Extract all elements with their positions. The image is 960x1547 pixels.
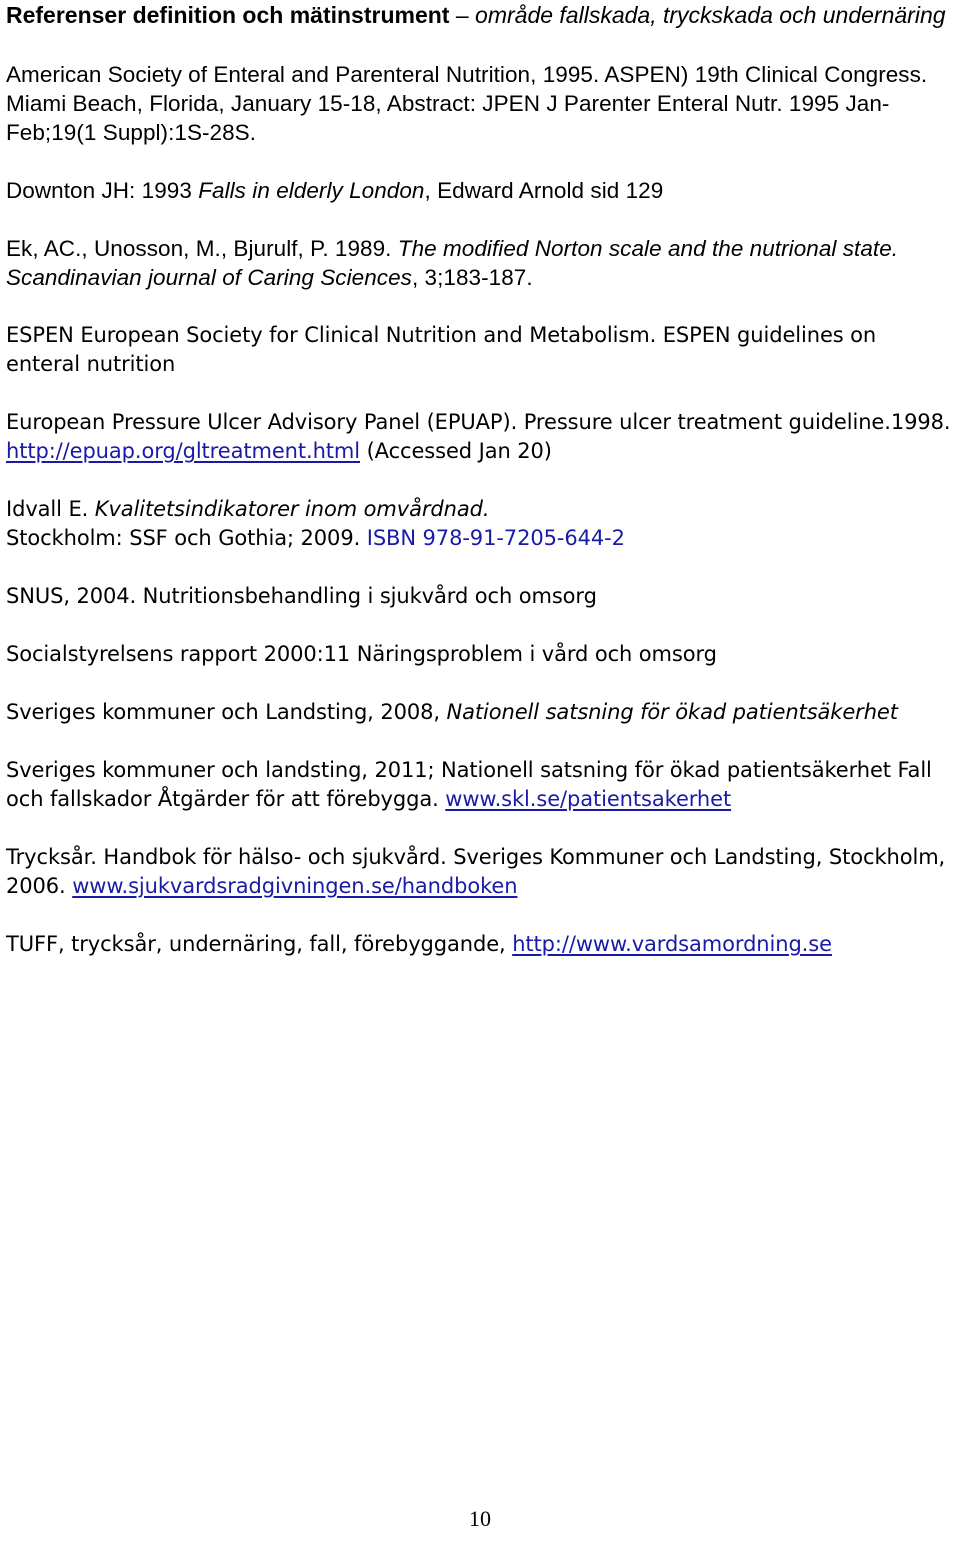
ref-snus: SNUS, 2004. Nutritionsbehandling i sjukvård och omsorg [6, 584, 597, 608]
ref-idvall-title: Kvalitetsindikatorer inom omvårdnad. [94, 497, 490, 521]
ref-socialstyrelsen: Socialstyrelsens rapport 2000:11 Näringsproblem i vård och omsorg [6, 642, 717, 666]
ref-downton [6, 176, 956, 205]
ref-downton-text: Downton JH: 1993 [6, 178, 199, 203]
ref-aspen: American Society of Enteral and Parenteral Nutrition, 1995. ASPEN) 19th Clinical Congress. Miami Beach, Florida, January 15-18, Abstract: JPEN J Parenter Enteral Nutr. 1995 Jan-Feb;19(1 Suppl):1S-28S. [6, 62, 928, 145]
ref-epuap [6, 408, 956, 466]
ref-skl-2008 [6, 698, 956, 727]
heading-bold: Referenser definition och mätinstrument [6, 2, 450, 28]
heading-italic: område fallskada, tryckskada och undernäring [475, 2, 946, 28]
ref-trycksar-link[interactable]: www.sjukvardsradgivningen.se/handboken [72, 874, 518, 898]
ref-trycksar-text: Trycksår. Handbok för hälso- och sjukvård. Sveriges Kommuner och Landsting, Stockholm, 2006. [6, 845, 946, 898]
ref-idvall-isbn: ISBN 978-91-7205-644-2 [366, 526, 625, 550]
ref-epuap-accessed: (Accessed Jan 20) [360, 439, 552, 463]
ref-idvall-author: Idvall E. [6, 497, 95, 521]
ref-downton-publisher: , Edward Arnold sid 129 [424, 178, 664, 203]
ref-skl-2011-link[interactable]: www.skl.se/patientsakerhet [445, 787, 732, 811]
section-heading [6, 1, 956, 30]
ref-skl-2008-title: Nationell satsning för ökad patientsäkerhet [446, 700, 898, 724]
ref-tuff [6, 930, 956, 959]
ref-ek-pages: , 3;183-187. [411, 265, 533, 290]
ref-idvall [6, 495, 956, 553]
document-page [6, 0, 956, 959]
ref-tuff-text: TUFF, trycksår, undernäring, fall, förebyggande, [6, 932, 513, 956]
ref-skl-2008-text: Sveriges kommuner och Landsting, 2008, [6, 700, 447, 724]
ref-espen: ESPEN European Society for Clinical Nutrition and Metabolism. ESPEN guidelines on enteral nutrition [6, 323, 877, 376]
ref-downton-title: Falls in elderly London [198, 178, 425, 203]
ref-tuff-link[interactable]: http://www.vardsamordning.se [512, 932, 832, 956]
ref-epuap-link[interactable]: http://epuap.org/gltreatment.html [6, 439, 361, 463]
ref-skl-2011-text: Sveriges kommuner och landsting, 2011; Nationell satsning för ökad patientsäkerhet Fall och fallskador Åtgärder för att förebygga. [6, 758, 932, 811]
ref-ek-title: The modified Norton scale and the nutrional state. Scandinavian journal of Caring Sciences [6, 236, 899, 290]
ref-idvall-publisher: Stockholm: SSF och Gothia; 2009. [6, 526, 367, 550]
ref-skl-2011 [6, 756, 956, 814]
heading-dash: – [449, 2, 476, 28]
page-number: 10 [469, 1506, 491, 1531]
ref-trycksar [6, 843, 956, 901]
ref-ek [6, 234, 956, 292]
ref-ek-authors: Ek, AC., Unosson, M., Bjurulf, P. 1989. [6, 236, 398, 261]
ref-epuap-text: European Pressure Ulcer Advisory Panel (EPUAP). Pressure ulcer treatment guideline.1998. [6, 410, 951, 434]
